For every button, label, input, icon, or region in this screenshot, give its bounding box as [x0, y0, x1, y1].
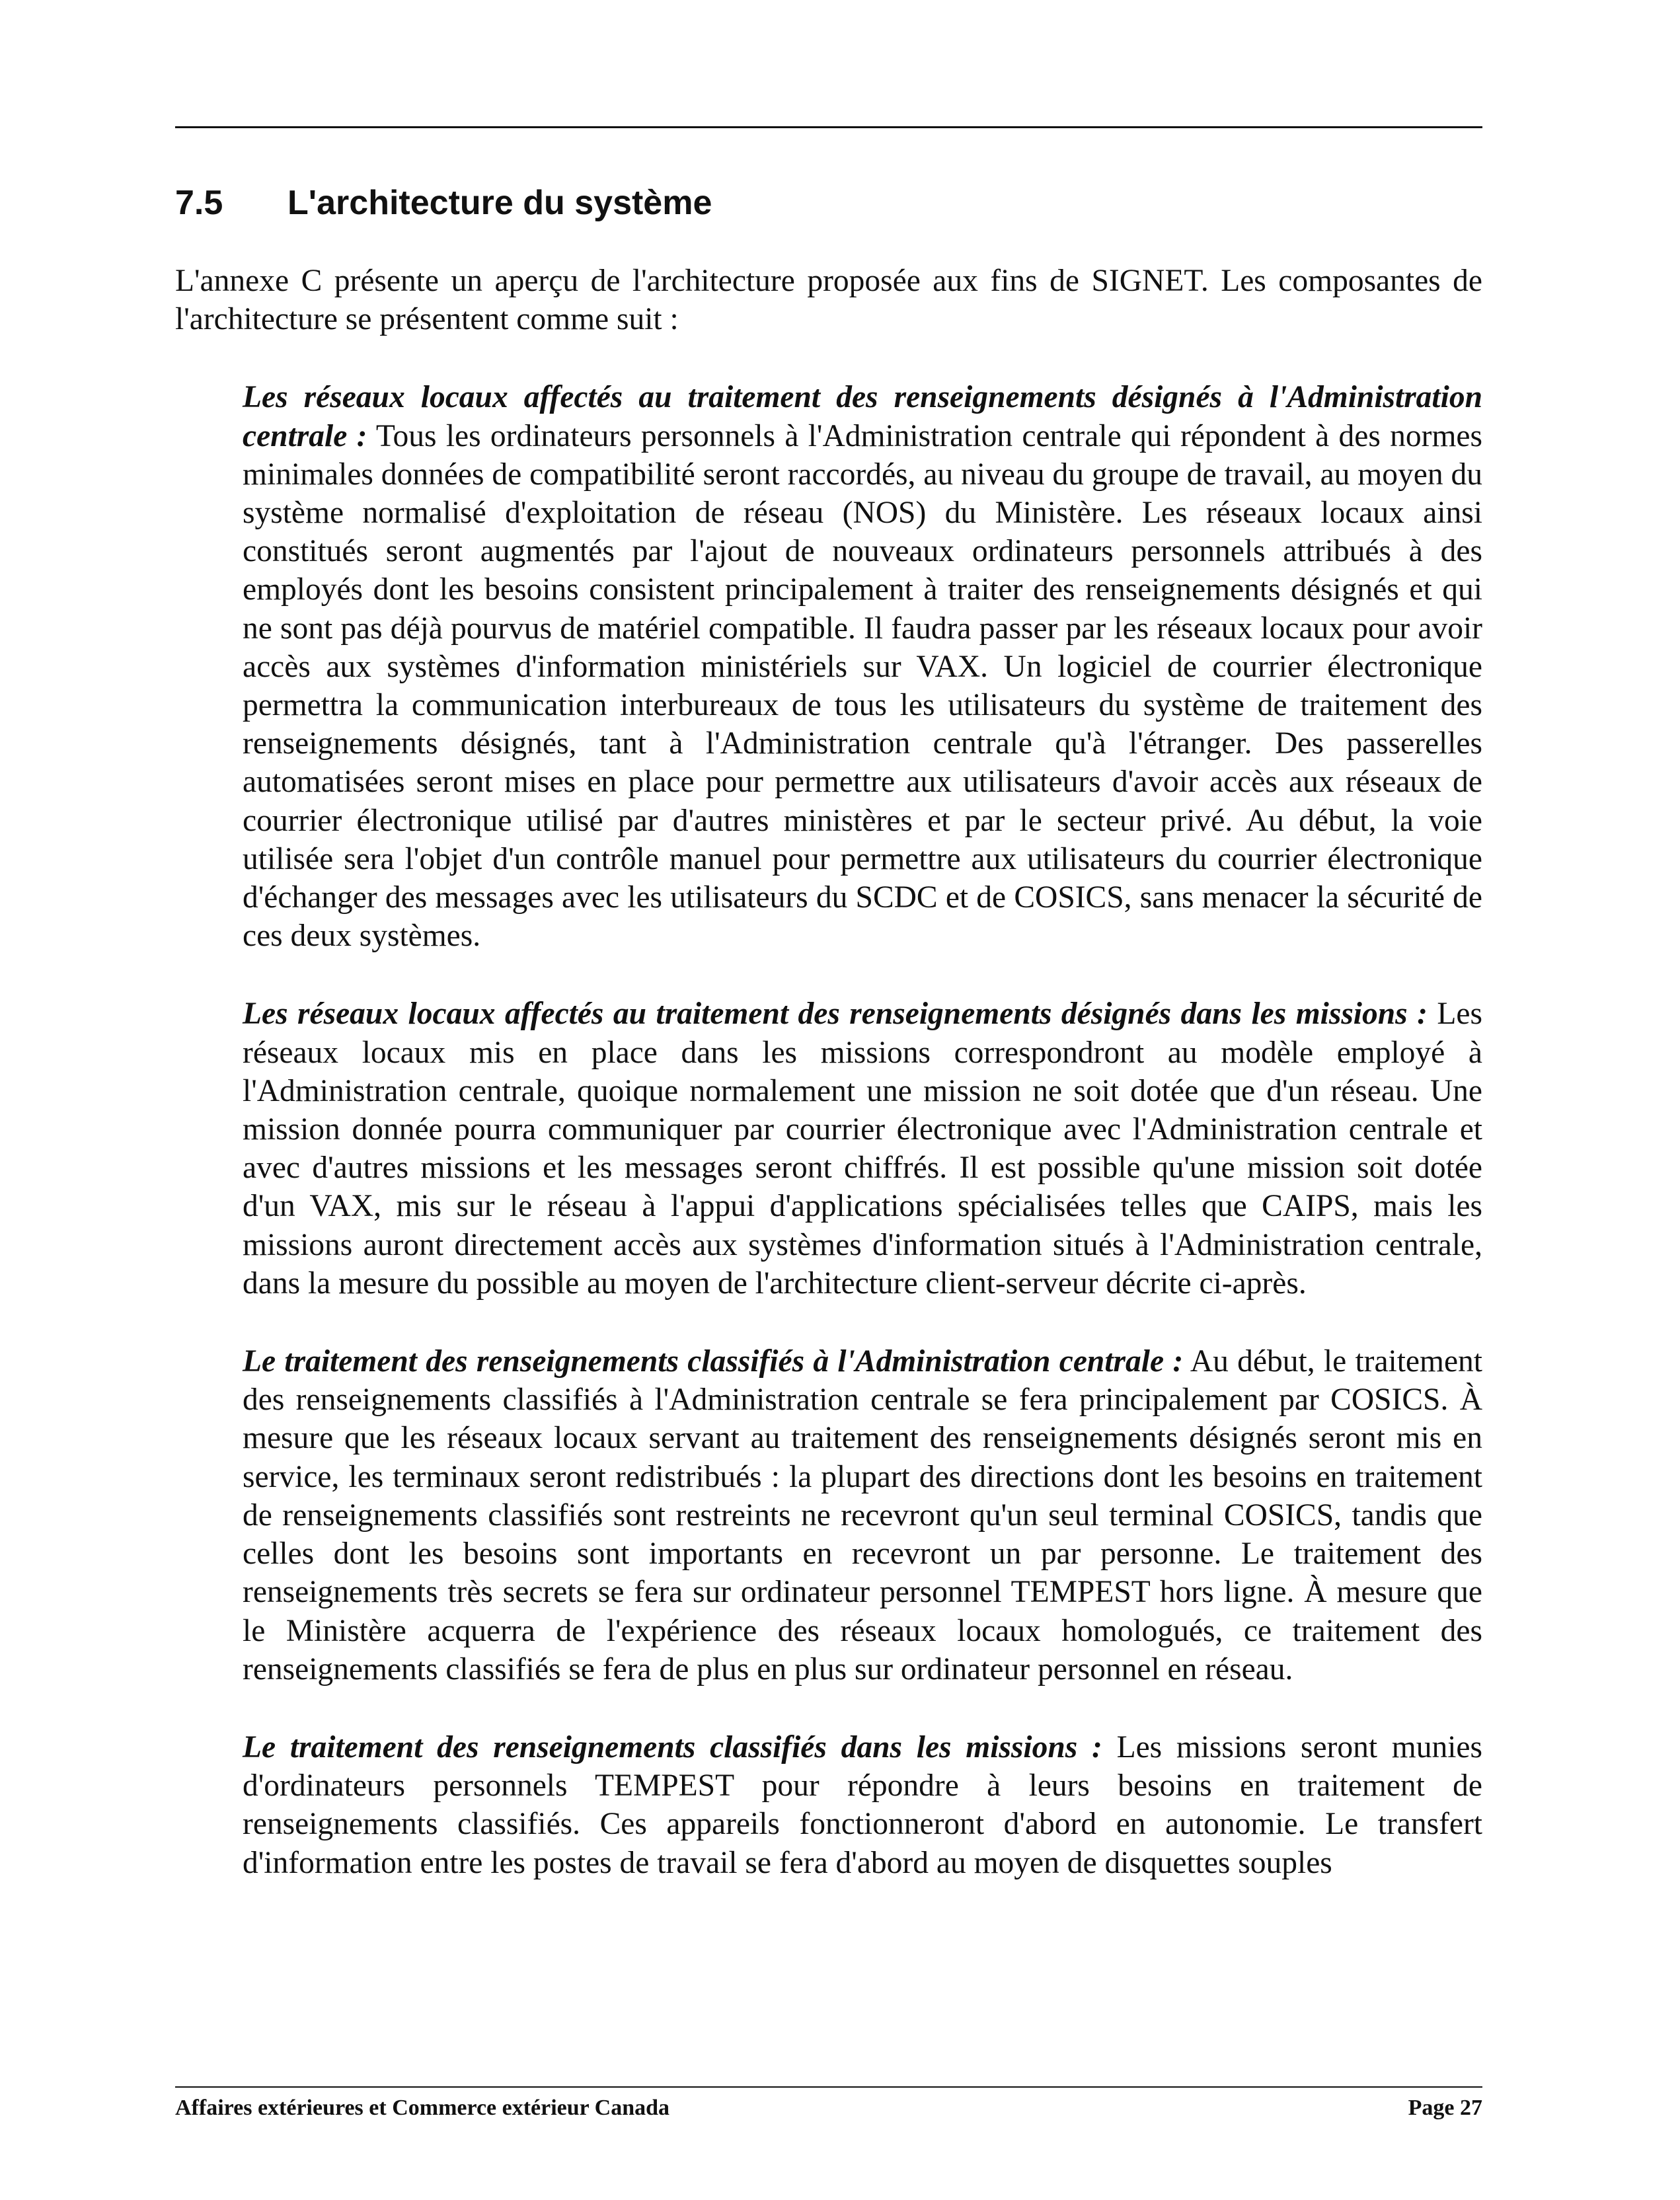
- section-title: L'architecture du système: [287, 184, 712, 222]
- component-paragraph: [243, 378, 1482, 955]
- component-text: Au début, le traitement des renseignements classifiés à l'Administration centrale se fera principalement par COSICS. À mesure que les réseaux locaux servant au traitement des renseignements désignés seront mis en service, les terminaux seront redistribués : la plupart des directions dont les besoins en traitement de renseignements classifiés sont restreints ne recevront qu'un seul terminal COSICS, tandis que celles dont les besoins sont importants en recevront un par personne. Le traitement des renseignements très secrets se fera sur ordinateur personnel TEMPEST hors ligne. À mesure que le Ministère acquerra de l'expérience des réseaux locaux homologués, ce traitement des renseignements classifiés se fera de plus en plus sur ordinateur personnel en réseau.: [243, 1344, 1482, 1687]
- component-paragraph: [243, 995, 1482, 1303]
- page-number: Page 27: [1408, 2096, 1482, 2120]
- component-text: Tous les ordinateurs personnels à l'Administration centrale qui répondent à des normes minimales données de compatibilité seront raccordés, au niveau du groupe de travail, au moyen du système normalisé d'exploitation de réseau (NOS) du Ministère. Les réseaux locaux ainsi constitués seront augmentés par l'ajout de nouveaux ordinateurs personnels attribués à des employés dont les besoins consistent principalement à traiter des renseignements désignés et qui ne sont pas déjà pourvus de matériel compatible. Il faudra passer par les réseaux locaux pour avoir accès aux systèmes d'information ministériels sur VAX. Un logiciel de courrier électronique permettra la communication interbureaux de tous les utilisateurs du système de traitement des renseignements désignés, tant à l'Administration centrale qu'à l'étranger. Des passerelles automatisées seront mises en place pour permettre aux utilisateurs d'avoir accès aux réseaux de courrier électronique utilisé par d'autres ministères et par le secteur privé. Au début, la voie utilisée sera l'objet d'un contrôle manuel pour permettre aux utilisateurs du courrier électronique d'échanger des messages avec les utilisateurs du SCDC et de COSICS, sans menacer la sécurité de ces deux systèmes.: [243, 418, 1482, 954]
- component-text: Les missions seront munies d'ordinateurs personnels TEMPEST pour répondre à leurs besoins en traitement de renseignements classifiés. Ces appareils fonctionneront d'abord en autonomie. Le transfert d'information entre les postes de travail se fera d'abord au moyen de disquettes souples: [243, 1729, 1482, 1880]
- component-lead: Le traitement des renseignements classifiés à l'Administration centrale :: [243, 1344, 1184, 1379]
- component-paragraph: [243, 1728, 1482, 1882]
- footer-organization: Affaires extérieures et Commerce extérieur Canada: [175, 2096, 670, 2120]
- component-text: Les réseaux locaux mis en place dans les missions correspondront au modèle employé à l'Administration centrale, quoique normalement une mission ne soit dotée que d'un réseau. Une mission donnée pourra communiquer par courrier électronique avec l'Administration centrale et avec d'autres missions et les messages seront chiffrés. Il est possible qu'une mission soit dotée d'un VAX, mis sur le réseau à l'appui d'applications spécialisées telles que CAIPS, mais les missions auront directement accès aux systèmes d'information situés à l'Administration centrale, dans la mesure du possible au moyen de l'architecture client-serveur décrite ci-après.: [243, 997, 1482, 1301]
- section-number: 7.5: [175, 184, 223, 222]
- body-text: [175, 262, 1482, 1922]
- component-lead: Les réseaux locaux affectés au traitement des renseignements désignés à l'Administration centrale :: [243, 380, 1482, 453]
- intro-paragraph: L'annexe C présente un aperçu de l'architecture proposée aux fins de SIGNET. Les composantes de l'architecture se présentent comme suit :: [175, 264, 1482, 337]
- component-paragraph: [243, 1342, 1482, 1688]
- footer-rule: [175, 2086, 1482, 2088]
- section-heading: [175, 180, 1482, 226]
- header-rule: [175, 126, 1482, 128]
- component-lead: Les réseaux locaux affectés au traitement des renseignements désignés dans les missions :: [243, 997, 1428, 1032]
- component-lead: Le traitement des renseignements classifiés dans les missions :: [243, 1729, 1102, 1764]
